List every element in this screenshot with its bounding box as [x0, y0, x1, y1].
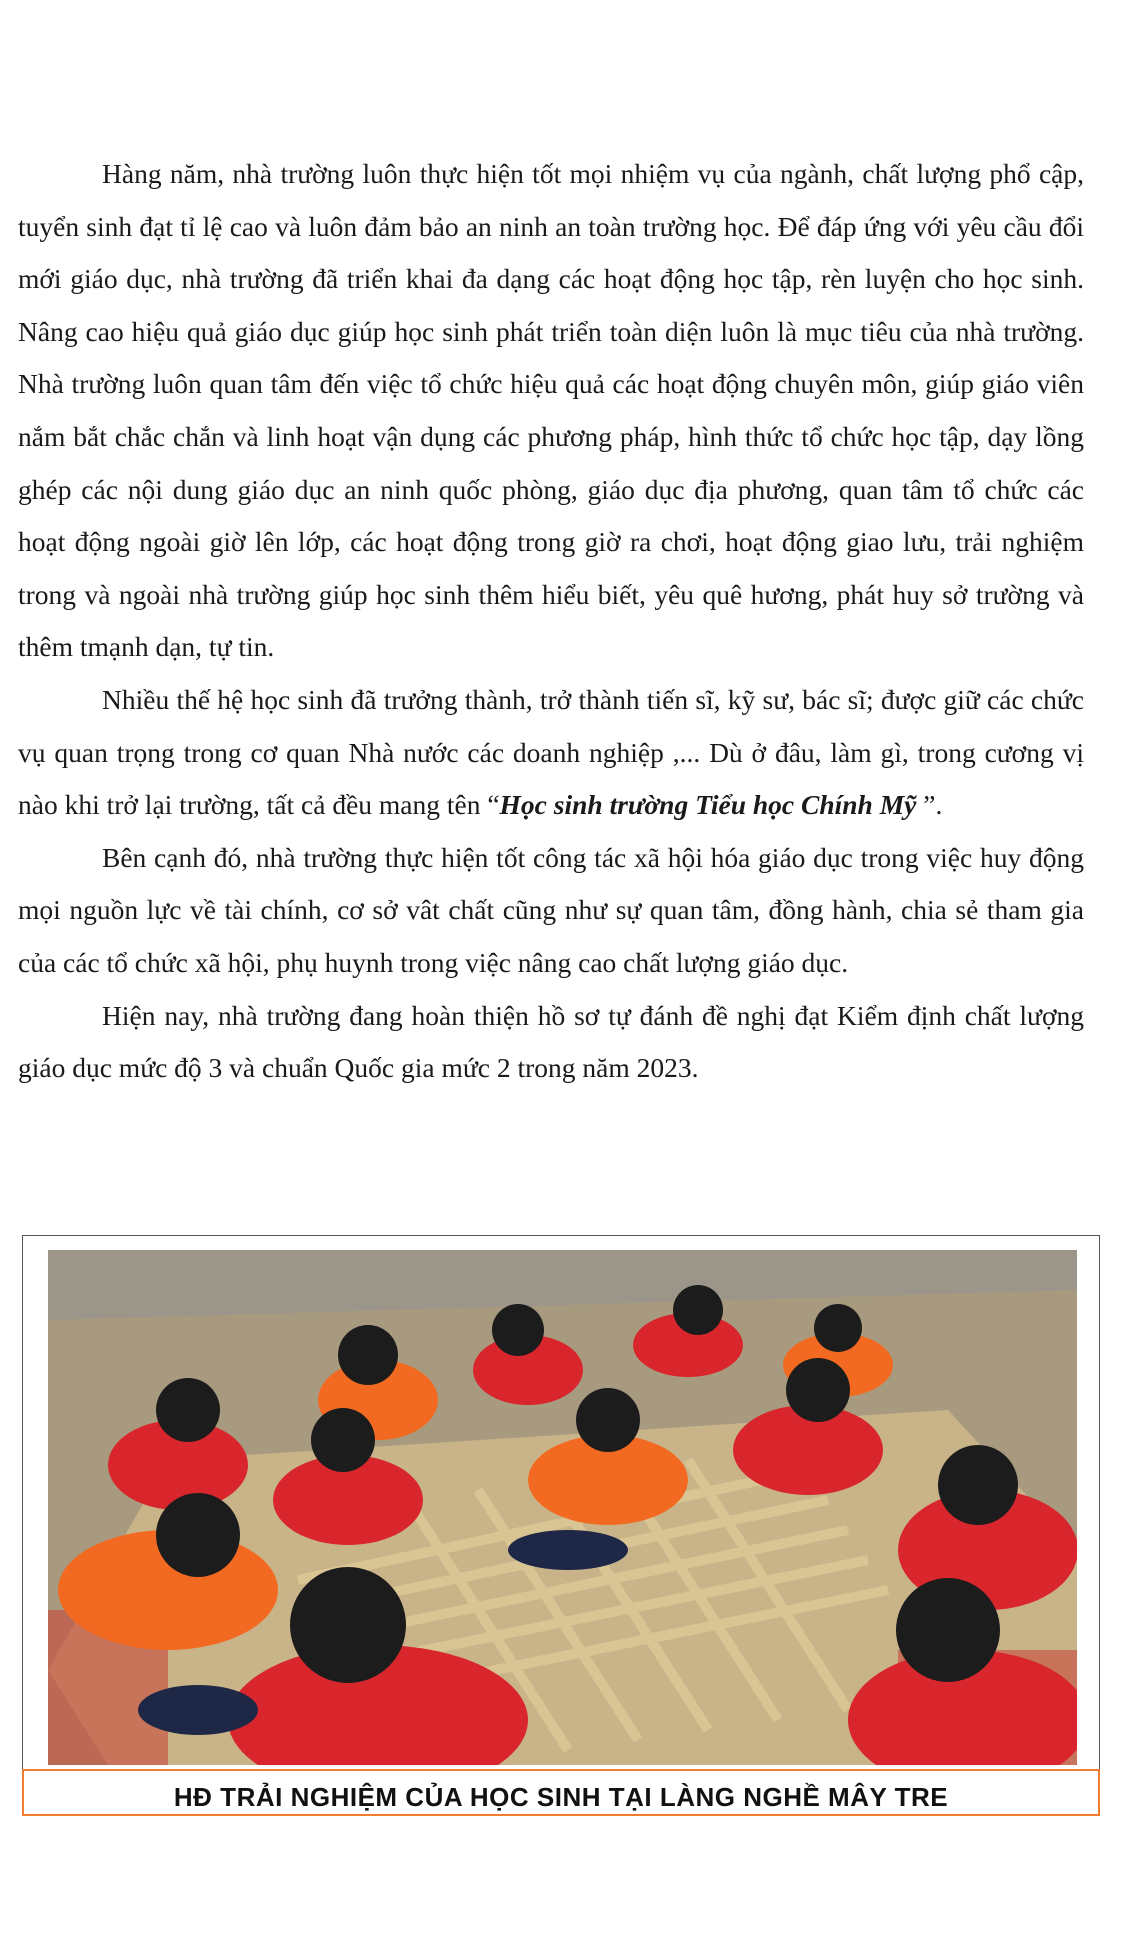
article-body: [18, 148, 1084, 1095]
photo-caption: HĐ TRẢI NGHIỆM CỦA HỌC SINH TẠI LÀNG NGHỀ MÂY TRE: [173, 1782, 949, 1812]
photo-illustration: [48, 1250, 1077, 1765]
school-name-emphasis: Học sinh trường Tiểu học Chính Mỹ: [499, 789, 917, 821]
paragraph-alumni: [18, 674, 1084, 832]
alumni-text-end: ”.: [916, 789, 943, 821]
paragraph-annual-achievements: Hàng năm, nhà trường luôn thực hiện tốt mọi nhiệm vụ của ngành, chất lượng phổ cập, tuyển sinh đạt tỉ lệ cao và luôn đảm bảo an ninh an toàn trường học. Để đáp ứng với yêu cầu đổi mới giáo dục, nhà trường đã triển khai đa dạng các hoạt động học tập, rèn luyện cho học sinh. Nâng cao hiệu quả giáo dục giúp học sinh phát triển toàn diện luôn là mục tiêu của nhà trường. Nhà trường luôn quan tâm đến việc tổ chức hiệu quả các hoạt động chuyên môn, giúp giáo viên nắm bắt chắc chắn và linh hoạt vận dụng các phương pháp, hình thức tổ chức học tập, dạy lồng ghép các nội dung giáo dục an ninh quốc phòng, giáo dục địa phương, quan tâm tổ chức các hoạt động ngoài giờ lên lớp, các hoạt động trong giờ ra chơi, hoạt động giao lưu, trải nghiệm trong và ngoài nhà trường giúp học sinh thêm hiểu biết, yêu quê hương, phát huy sở trường và thêm tmạnh dạn, tự tin.: [18, 158, 1084, 663]
activity-photo: [48, 1250, 1077, 1765]
photo-caption-box: [22, 1769, 1100, 1816]
paragraph-socialization: Bên cạnh đó, nhà trường thực hiện tốt công tác xã hội hóa giáo dục trong việc huy động mọi nguồn lực về tài chính, cơ sở vât chất cũng như sự quan tâm, đồng hành, chia sẻ tham gia của các tổ chức xã hội, phụ huynh trong việc nâng cao chất lượng giáo dục.: [18, 841, 1084, 978]
paragraph-accreditation: Hiện nay, nhà trường đang hoàn thiện hồ sơ tự đánh đề nghị đạt Kiểm định chất lượng giáo dục mức độ 3 và chuẩn Quốc gia mức 2 trong năm 2023.: [18, 999, 1084, 1084]
alumni-text: Nhiều thế hệ học sinh đã trưởng thành, trở thành tiến sĩ, kỹ sư, bác sĩ; được giữ các chức vụ quan trọng trong cơ quan Nhà nước các doanh nghiệp ,... Dù ở đâu, làm gì, trong cương vị nào khi trở lại trường, tất cả đều mang tên “: [18, 683, 1084, 821]
